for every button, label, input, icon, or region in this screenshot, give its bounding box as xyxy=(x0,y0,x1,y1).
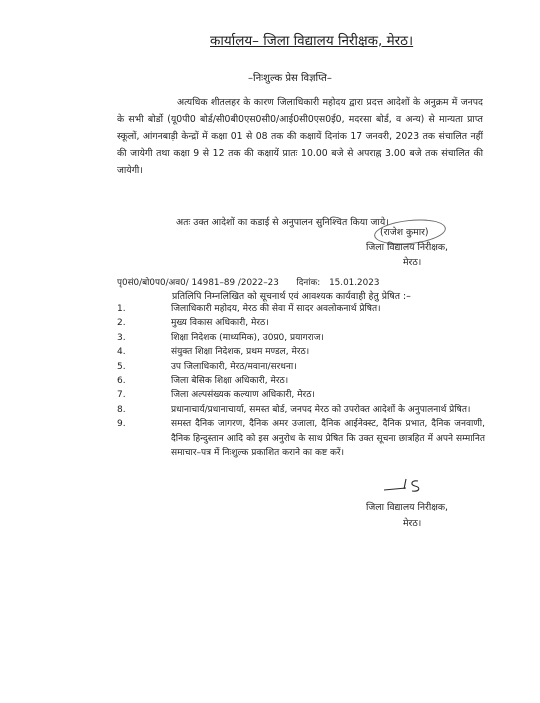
list-item xyxy=(117,374,485,388)
list-item-text: जिला अल्पसंख्यक कल्याण अधिकारी, मेरठ। xyxy=(171,390,315,401)
list-item-number: 2. xyxy=(117,318,126,329)
list-item-text: जिलाधिकारी महोदय, मेरठ की सेवा में सादर अवलोकनार्थ प्रेषित। xyxy=(171,304,381,314)
list-item-number: 9. xyxy=(117,419,126,430)
list-item-text: समस्त दैनिक जागरण, दैनिक अमर उजाला, दैनिक आईनेक्स्ट, दैनिक प्रभात, दैनिक जनवाणी, दैनिक हिन्दुस्तान आदि को इस अनुरोध के साथ प्रेषित कि उक्त सूचना छात्रहित में अपने सम्मानित समाचार–पत्र में निःशुल्क प्रकाशित कराने का कष्ट करें। xyxy=(171,419,485,459)
list-item-number: 7. xyxy=(117,390,126,401)
handwritten-signature-mark xyxy=(378,476,438,496)
reference-number: पृ0सं0/बो0प0/अव0/ 14981–89 /2022–23 xyxy=(117,278,279,288)
signatory-name-text: (राजेश कुमार) xyxy=(380,227,429,238)
list-item-text: प्रधानाचार्य/प्रधानाचार्या, समस्त बोर्ड, जनपद मेरठ को उपरोक्त आदेशों के अनुपालनार्थ प्रेषित। xyxy=(171,404,471,415)
list-item-number: 1. xyxy=(117,304,126,314)
list-item-number: 5. xyxy=(117,361,126,372)
list-item xyxy=(117,360,485,374)
compliance-directive: अतः उक्त आदेशों का कडाई से अनुपालन सुनिश्चित किया जाये। xyxy=(176,217,389,228)
signatory-place: मेरठ। xyxy=(403,257,422,268)
signatory-designation: जिला विद्यालय निरीक्षक, xyxy=(366,242,449,253)
list-item-text: शिक्षा निदेशक (माध्यमिक), उ0प्र0, प्रयागराज। xyxy=(171,332,324,343)
list-item xyxy=(117,331,485,345)
list-item xyxy=(117,388,485,402)
distribution-list xyxy=(117,302,485,460)
office-title: कार्यालय– जिला विद्यालय निरीक्षक, मेरठ। xyxy=(210,33,414,49)
main-paragraph-text: अत्यधिक शीतलहर के कारण जिलाधिकारी महोदय द्वारा प्रदत्त आदेशों के अनुक्रम में जनपद के सभी बोर्डो (यू0पी0 बोर्ड/सी0बी0एस0सी0/आई0सी0एस0ई0, मदरसा बोर्ड, व अन्य) से मान्यता प्राप्त स्कूलों, आंगनबाड़ी केन्द्रों में कक्षा 01 से 08 तक की कक्षायें दिनांक 17 जनवरी, 2023 तक संचालित नहीं की जायेगी तथा कक्षा 9 से 12 तक की कक्षायें प्रातः 10.00 बजे से अपराह्न 3.00 बजे तक संचालित की जायेगी। xyxy=(117,97,483,176)
signatory-designation-2: जिला विद्यालय निरीक्षक, xyxy=(366,502,449,513)
signatory-place-2: मेरठ। xyxy=(403,518,422,529)
list-item-text: संयुक्त शिक्षा निदेशक, प्रथम मण्डल, मेरठ। xyxy=(171,347,310,358)
list-item-number: 4. xyxy=(117,347,126,358)
list-item xyxy=(117,417,485,460)
list-item xyxy=(117,316,485,330)
reference-date: 15.01.2023 xyxy=(329,278,380,288)
list-item-text: मुख्य विकास अधिकारी, मेरठ। xyxy=(171,318,269,329)
reference-line xyxy=(117,276,379,288)
press-release-heading: –निःशुल्क प्रेस विज्ञप्ति– xyxy=(248,73,332,84)
list-item-number: 3. xyxy=(117,332,126,343)
signatory-name xyxy=(380,225,429,238)
list-item-number: 6. xyxy=(117,376,126,387)
list-item xyxy=(117,345,485,359)
list-item-text: उप जिलाधिकारी, मेरठ/मवाना/सरधना। xyxy=(171,361,297,372)
copy-forwarded-intro: प्रतिलिपि निम्नलिखित को सूचनार्थ एवं आवश्यक कार्यवाही हेतु प्रेषित :– xyxy=(172,291,411,302)
list-item-number: 8. xyxy=(117,404,126,415)
list-item xyxy=(117,302,485,316)
reference-date-label: दिनांक: xyxy=(296,278,321,288)
list-item-text: जिला बेसिक शिक्षा अधिकारी, मेरठ। xyxy=(171,376,289,387)
list-item xyxy=(117,403,485,417)
main-paragraph xyxy=(117,94,483,179)
